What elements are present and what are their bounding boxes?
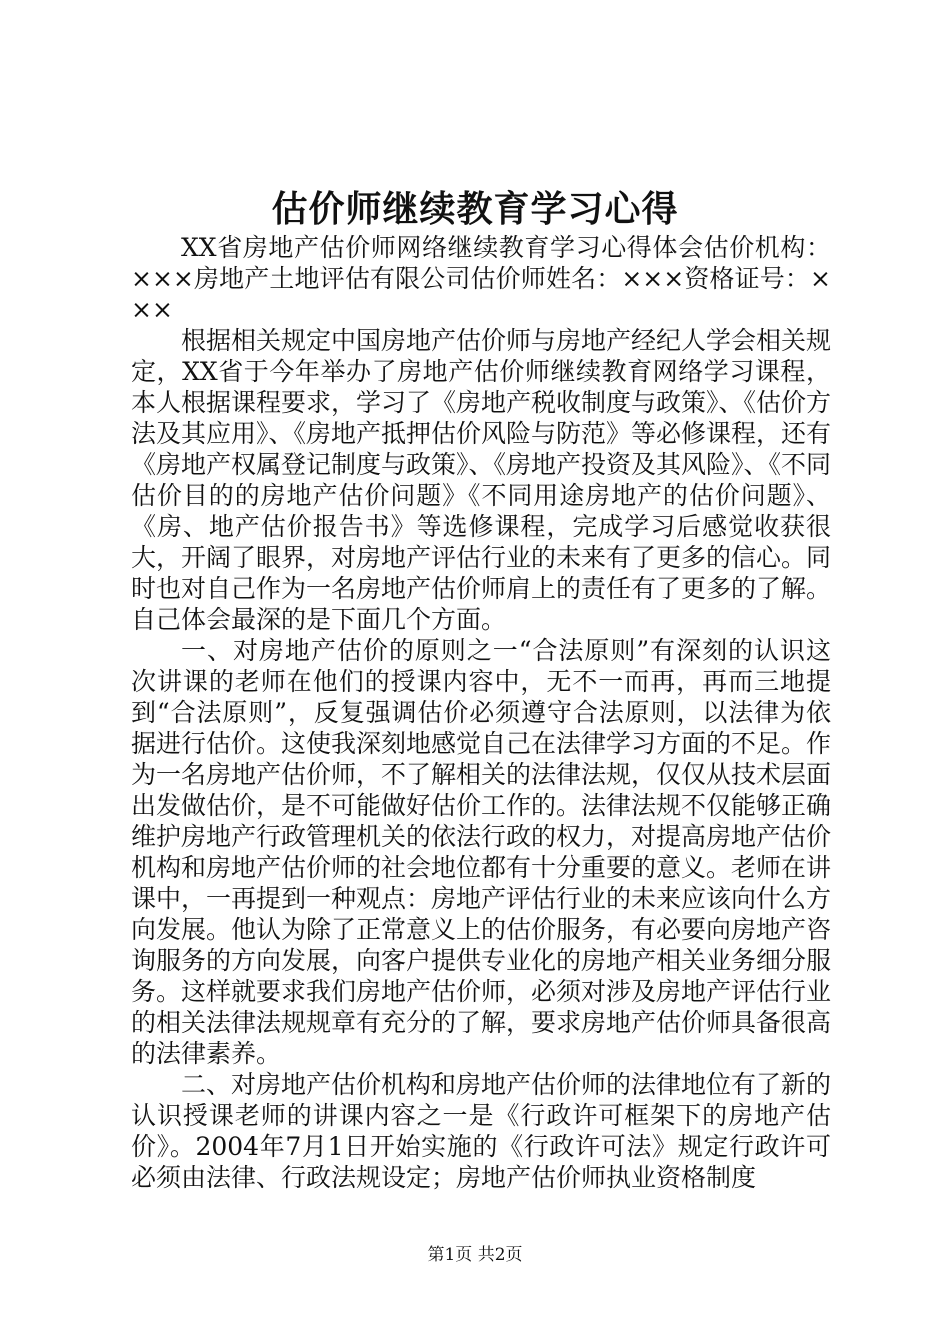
paragraph-header-info: XX省房地产估价师网络继续教育学习心得体会估价机构：×××房地产土地评估有限公司估价师姓名：×××资格证号：××× — [131, 233, 831, 324]
paragraph-section-two: 二、对房地产估价机构和房地产估价师的法律地位有了新的认识授课老师的讲课内容之一是《行政许可框架下的房地产估价》。2004年7月1日开始实施的《行政许可法》规定行政许可必须由法律、行政法规设定；房地产估价师执业资格制度 — [131, 1070, 832, 1192]
document-title: 估价师继续教育学习心得 — [271, 188, 679, 230]
page-number-footer: 第1页 共2页 — [427, 1245, 523, 1265]
document-body — [131, 232, 831, 1193]
paragraph-introduction: 根据相关规定中国房地产估价师与房地产经纪人学会相关规定，XX省于今年举办了房地产估价师继续教育网络学习课程，本人根据课程要求，学习了《房地产税收制度与政策》、《估价方法及其应用》、《房地产抵押估价风险与防范》等必修课程，还有《房地产权属登记制度与政策》、《房地产投资及其风险》、《不同估价目的的房地产估价问题》《不同用途房地产的估价问题》、《房、地产估价报告书》等选修课程，完成学习后感觉收获很大，开阔了眼界，对房地产评估行业的未来有了更多的信心。同时也对自己作为一名房地产估价师肩上的责任有了更多的了解。自己体会最深的是下面几个方面。 — [131, 326, 832, 634]
paragraph-section-one: 一、对房地产估价的原则之一“合法原则”有深刻的认识这次讲课的老师在他们的授课内容中，无不一而再，再而三地提到“合法原则”，反复强调估价必须遵守合法原则，以法律为依据进行估价。这使我深刻地感觉自己在法律学习方面的不足。作为一名房地产估价师，不了解相关的法律法规，仅仅从技术层面出发做估价，是不可能做好估价工作的。法律法规不仅能够正确维护房地产行政管理机关的依法行政的权力，对提高房地产估价机构和房地产估价师的社会地位都有十分重要的意义。老师在讲课中，一再提到一种观点：房地产评估行业的未来应该向什么方向发展。他认为除了正常意义上的估价服务，有必要向房地产咨询服务的方向发展，向客户提供专业化的房地产相关业务细分服务。这样就要求我们房地产估价师，必须对涉及房地产评估行业的相关法律法规规章有充分的了解，要求房地产估价师具备很高的法律素养。 — [131, 636, 832, 1068]
